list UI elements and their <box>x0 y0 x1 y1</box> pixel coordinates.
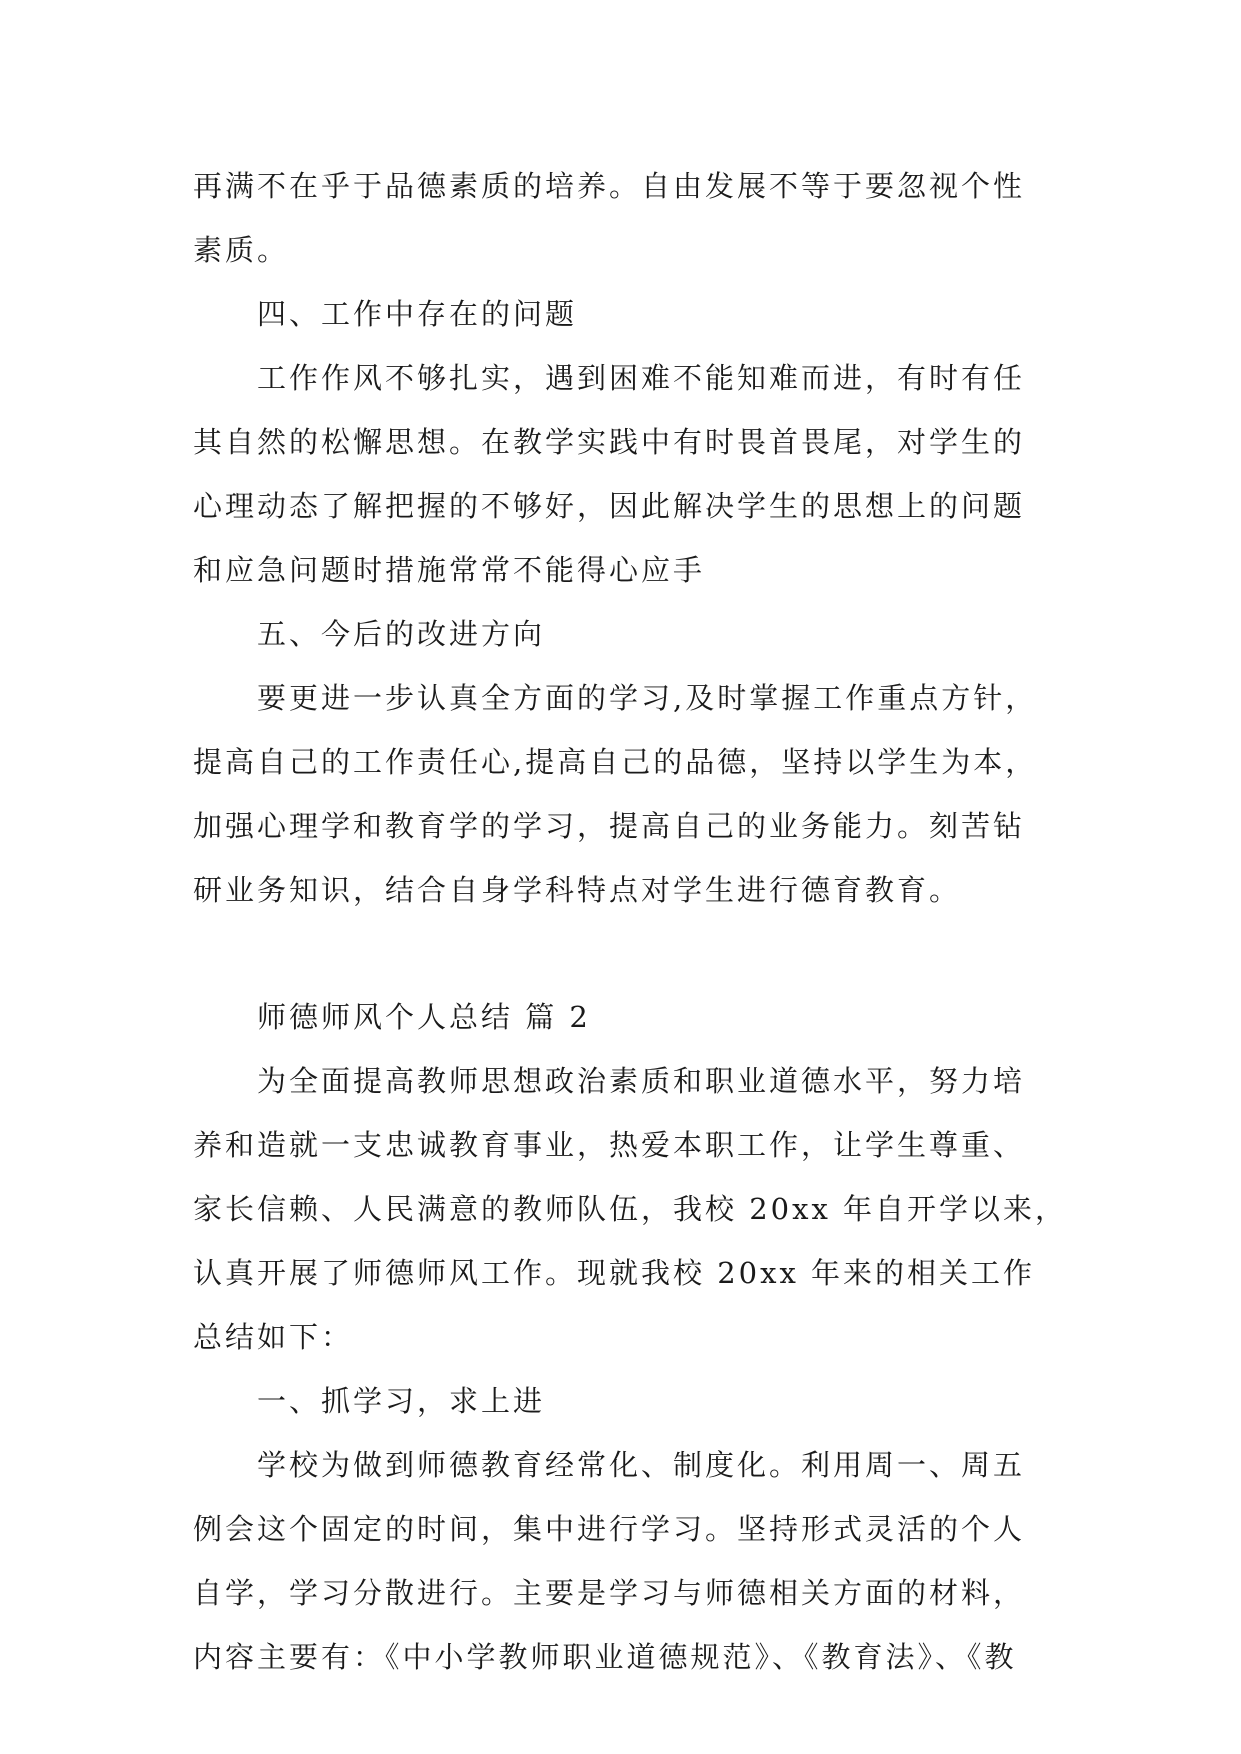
text-line: 内容主要有：《中小学教师职业道德规范》、《教育法》、《教 <box>193 1640 1017 1674</box>
article-title: 师德师风个人总结 篇 2 <box>257 1000 591 1034</box>
section-heading: 四、工作中存在的问题 <box>257 297 578 331</box>
text-line: 要更进一步认真全方面的学习,及时掌握工作重点方针， <box>257 681 1038 715</box>
text-line: 提高自己的工作责任心,提高自己的品德，坚持以学生为本， <box>193 745 1038 779</box>
text-line: 和应急问题时措施常常不能得心应手 <box>193 553 706 587</box>
text-line: 研业务知识，结合自身学科特点对学生进行德育教育。 <box>193 873 962 907</box>
section-heading: 五、今后的改进方向 <box>257 617 546 651</box>
text-line: 其自然的松懈思想。在教学实践中有时畏首畏尾，对学生的 <box>193 425 1026 459</box>
text-line: 加强心理学和教育学的学习，提高自己的业务能力。刻苦钻 <box>193 809 1026 843</box>
text-line: 再满不在乎于品德素质的培养。自由发展不等于要忽视个性 <box>193 169 1026 203</box>
text-line: 例会这个固定的时间，集中进行学习。坚持形式灵活的个人 <box>193 1512 1026 1546</box>
text-line: 心理动态了解把握的不够好，因此解决学生的思想上的问题 <box>193 489 1026 523</box>
text-line: 为全面提高教师思想政治素质和职业道德水平，努力培 <box>257 1064 1026 1098</box>
text-line: 学校为做到师德教育经常化、制度化。利用周一、周五 <box>257 1448 1026 1482</box>
text-line: 家长信赖、人民满意的教师队伍，我校 20xx 年自开学以来， <box>193 1192 1068 1226</box>
text-line: 素质。 <box>193 233 290 267</box>
text-line: 总结如下： <box>193 1320 354 1354</box>
text-line: 养和造就一支忠诚教育事业，热爱本职工作，让学生尊重、 <box>193 1128 1026 1162</box>
section-heading: 一、抓学习，求上进 <box>257 1384 546 1418</box>
text-line: 工作作风不够扎实，遇到困难不能知难而进，有时有任 <box>257 361 1026 395</box>
text-line: 自学，学习分散进行。主要是学习与师德相关方面的材料， <box>193 1576 1026 1610</box>
text-line: 认真开展了师德师风工作。现就我校 20xx 年来的相关工作 <box>193 1256 1036 1290</box>
